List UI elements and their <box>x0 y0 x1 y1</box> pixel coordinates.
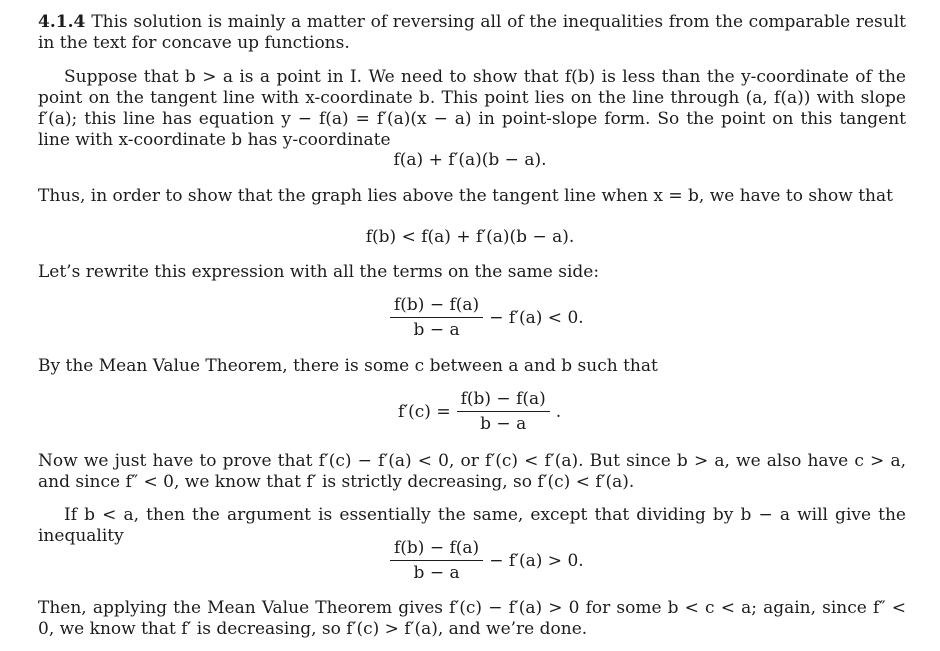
paragraph-prove-decreasing: Now we just have to prove that f′(c) − f′(a) < 0, or f′(c) < f′(a). But since b > a, we also have c > a, and since f″ < 0, we know that f′ is strictly decreasing, so f′(c) < f′(a). <box>38 451 906 492</box>
paragraph-b-less-than-a: If b < a, then the argument is essentially the same, except that dividing by b − a will give the inequality <box>38 505 906 546</box>
equation-mean-value-theorem <box>398 389 561 434</box>
paragraph-conclusion: Then, applying the Mean Value Theorem gives f′(c) − f′(a) > 0 for some b < c < a; again, since f″ < 0, we know that f′ is decreasing, so f′(c) > f′(a), and we’re done. <box>38 598 906 639</box>
fraction-denominator: b − a <box>413 563 460 583</box>
paragraph-show-inequality: Thus, in order to show that the graph lies above the tangent line when x = b, we have to show that <box>38 186 893 206</box>
equation-difference-quotient-gt <box>384 538 584 583</box>
fraction-numerator: f(b) − f(a) <box>390 295 483 318</box>
section-number: 4.1.4 <box>38 12 86 32</box>
equation-right-side: − f′(a) > 0. <box>489 550 584 571</box>
intro-text: This solution is mainly a matter of reversing all of the inequalities from the comparable result in the text for concave up functions. <box>38 12 906 53</box>
paragraph-tangent-line: Suppose that b > a is a point in I. We need to show that f(b) is less than the y-coordinate of the point on the tangent line with x-coordinate b. This point lies on the line through (a, f(a)) with slope f′(a); this line has equation y − f(a) = f′(a)(x − a) in point-slope form. So the point on this tangent line with x-coordinate b has y-coordinate <box>38 67 906 150</box>
equation-right-side: . <box>555 401 562 422</box>
paragraph-mean-value: By the Mean Value Theorem, there is some c between a and b such that <box>38 356 658 376</box>
fraction <box>457 389 550 434</box>
fraction-numerator: f(b) − f(a) <box>390 538 483 561</box>
fraction-numerator: f(b) − f(a) <box>457 389 550 412</box>
equation-inequality: f(b) < f(a) + f′(a)(b − a). <box>365 227 575 247</box>
fraction <box>390 538 483 583</box>
fraction-denominator: b − a <box>480 414 527 434</box>
equation-left-side: f′(c) = <box>398 401 451 422</box>
equation-right-side: − f′(a) < 0. <box>489 307 584 328</box>
section-intro <box>38 12 906 54</box>
equation-tangent-y: f(a) + f′(a)(b − a). <box>393 150 547 170</box>
equation-difference-quotient-lt <box>384 295 584 340</box>
fraction-denominator: b − a <box>413 320 460 340</box>
paragraph-rewrite: Let’s rewrite this expression with all the terms on the same side: <box>38 262 600 282</box>
fraction <box>390 295 483 340</box>
